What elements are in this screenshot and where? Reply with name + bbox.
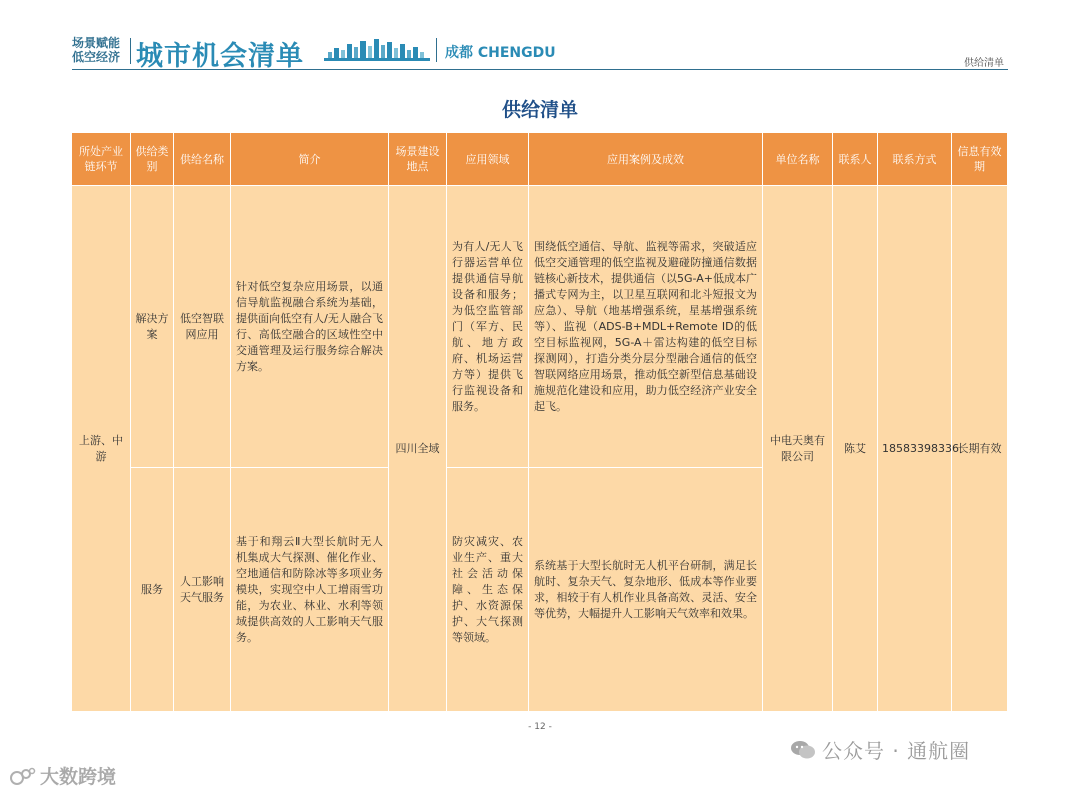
cell-intro: 针对低空复杂应用场景，以通信导航监视融合系统为基础，提供面向低空有人/无人融合飞行、高低空融合的区域性空中交通管理及运行服务综合解决方案。 (231, 186, 389, 468)
section-label: 供给清单 (964, 58, 1004, 69)
col-header-validity: 信息有效期 (952, 133, 1008, 186)
cell-location: 四川全域 (389, 186, 447, 712)
wechat-icon (790, 740, 816, 760)
table-row (72, 186, 1008, 468)
city-skyline-icon (324, 38, 430, 64)
brand-line-2: 低空经济 (72, 50, 121, 64)
col-header-location: 场景建设地点 (389, 133, 447, 186)
cell-validity: 长期有效 (952, 186, 1008, 712)
table-header-row (72, 133, 1008, 186)
cell-cases: 围绕低空通信、导航、监视等需求，突破适应低空交通管理的低空监视及避碰防撞通信数据链核心新技术，提供通信（以5G-A+低成本广播式专网为主，以卫星互联网和北斗短报文为应急）、导航（地基增强系统，星基增强系统等）、监视（ADS-B+MDL+Remote ID的低空目标监视网，5G-A＋雷达构建的低空目标探测网），打造分类分层分型融合通信的低空智联网络应用场景，推动低空新型信息基础设施规范化建设和应用，助力低空经济产业安全起飞。 (529, 186, 763, 468)
col-header-intro: 简介 (231, 133, 389, 186)
cell-cases: 系统基于大型长航时无人机平台研制，满足长航时、复杂天气、复杂地形、低成本等作业要求，相较于有人机作业具备高效、灵活、安全等优势，大幅提升人工影响天气效率和效果。 (529, 468, 763, 712)
city-name: 成都 CHENGDU (445, 45, 556, 61)
watermark-wechat-text: 公众号 · 通航圈 (822, 739, 971, 763)
supply-table (71, 132, 1008, 712)
cell-field: 为有人/无人飞行器运营单位提供通信导航设备和服务；为低空监管部门（军方、民航、地方政府、机场运营方等）提供飞行监视设备和服务。 (447, 186, 529, 468)
cell-contact: 陈艾 (833, 186, 878, 712)
watermark-wechat (790, 735, 970, 764)
page-title: 供给清单 (501, 99, 578, 121)
cell-chain: 上游、中游 (72, 186, 131, 712)
brand-logo-icon (10, 766, 36, 786)
brand-divider (130, 38, 131, 64)
col-header-field: 应用领域 (447, 133, 529, 186)
cell-company: 中电天奥有限公司 (763, 186, 833, 712)
cell-category: 服务 (131, 468, 174, 712)
cell-field: 防灾减灾、农业生产、重大社会活动保障、生态保护、水资源保护、大气探测等领域。 (447, 468, 529, 712)
page-header (72, 34, 1008, 70)
page-number: - 12 - (528, 722, 552, 732)
col-header-chain: 所处产业链环节 (72, 133, 131, 186)
col-header-company: 单位名称 (763, 133, 833, 186)
cell-intro: 基于和翔云Ⅱ大型长航时无人机集成大气探测、催化作业、空地通信和防除冰等多项业务模块，实现空中人工增雨雪功能，为农业、林业、水利等领域提供高效的人工影响天气服务。 (231, 468, 389, 712)
col-header-phone: 联系方式 (878, 133, 952, 186)
cell-name: 人工影响天气服务 (174, 468, 231, 712)
col-header-cases: 应用案例及成效 (529, 133, 763, 186)
cell-category: 解决方案 (131, 186, 174, 468)
brand-line-1: 场景赋能 (72, 36, 121, 50)
col-header-category: 供给类别 (131, 133, 174, 186)
watermark-brand (10, 762, 116, 789)
watermark-brand-text: 大数跨境 (40, 766, 117, 788)
brand-title: 城市机会清单 (136, 41, 304, 72)
city-divider (436, 38, 437, 62)
brand-tagline (72, 36, 128, 64)
col-header-name: 供给名称 (174, 133, 231, 186)
cell-phone: 18583398336 (878, 186, 952, 712)
col-header-contact: 联系人 (833, 133, 878, 186)
cell-name: 低空智联网应用 (174, 186, 231, 468)
